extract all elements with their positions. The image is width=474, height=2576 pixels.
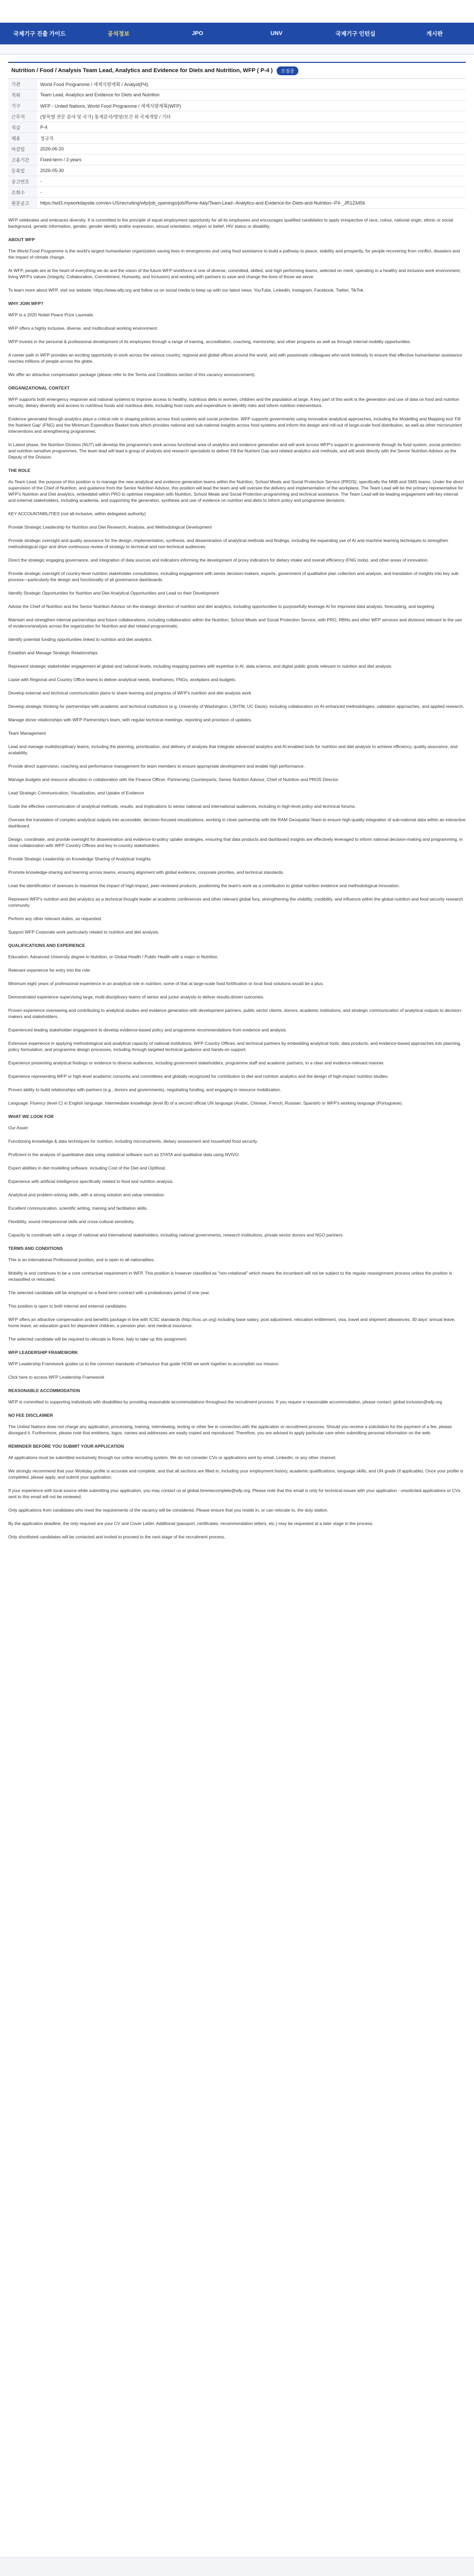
paragraph: Experience presenting analytical findings or evidence to diverse audiences, including government stakeholders, programme staff and academic partners, in a clear and evidence-relevant manner.: [8, 1060, 385, 1065]
paragraph: WFP is committed to supporting individuals with disabilities by providing reasonable accommodations throughout the recruitment process. If you require a reasonable accommodation, please contact: global.inclusion@wfp.org: [8, 1399, 442, 1404]
paragraph: Establish and Manage Strategic Relationships: [8, 650, 98, 655]
paragraph: Proficient in the analysis of quantitative data using statistical software such as STATA and qualitative data using NVIVO.: [8, 1152, 240, 1157]
paragraph: Provide Strategic Leadership on Knowledge Sharing of Analytical Insights: [8, 856, 151, 861]
paragraph: Maintain and strengthen internal partnerships and future collaborations, including collaboration within the Nutrition, School Meals and Social Protection Service, with PRO, RBNs and other WFP services and divisions relevant to the use of evidence/analysis across the organization for Nutrition and diet related programmatic.: [8, 617, 462, 629]
paragraph: Manage budgets and resource allocation in collaboration with the Finance Officer, Partnership Counterparts, Senior Nutrition Advisor, Chief of Nutrition and PROS Director.: [8, 777, 339, 782]
info-label: 공고번호: [8, 176, 37, 187]
paragraph: Provide direct supervision, coaching and performance management for team members to ensure appropriate development and enable high performance.: [8, 764, 305, 769]
paragraph: The selected candidate will be required to relocate to Rome, Italy to take up this assignment.: [8, 1336, 188, 1342]
info-label: 원문공고: [8, 198, 37, 209]
paragraph: A career path in WFP provides an exciting opportunity to work across the various country, regional and global offices around the world, and with passionate colleagues who work tirelessly to ensure that effective humanitarian assistance reaches millions of people across the globe.: [8, 352, 463, 364]
paragraph: Our Asset:: [8, 1125, 29, 1130]
paragraph: The World Food Programme is the world's largest humanitarian organization saving lives in emergencies and using food assistance to build a pathway to peace, stability and prosperity, for people recovering from conflict, disasters and the impact of climate change.: [8, 248, 460, 260]
paragraph: Liaise with Regional and Country Office teams to deliver analytical needs, timeframes, FNGs, workplans and budgets.: [8, 677, 236, 682]
section-heading: WFP LEADERSHIP FRAMEWORK: [8, 1350, 78, 1355]
paragraph: WFP supports both emergency response and national systems to improve access to healthy, nutritious diets in women, children and the population at large. A key part of this work is the generation and use of data on food and nutrition security, dietary diversity and access to nutritious foods and nutritious diets, including food costs and expenditure to identify risks and inform nutrition interventions.: [8, 397, 460, 408]
main-nav: [0, 23, 474, 44]
section-heading: THE ROLE: [8, 468, 30, 473]
info-value: 정규직: [37, 133, 466, 144]
info-row: [8, 100, 466, 111]
paragraph: Develop external and technical communication plans to share learning and progress of WFP's nutrition and diet analysis work.: [8, 690, 252, 696]
paragraph: Promote knowledge-sharing and learning across teams, ensuring alignment with global evidence, corporate priorities, and technical standards.: [8, 870, 284, 875]
paragraph: Only applications from candidates who meet the requirements of the vacancy will be considered. Please ensure that you reside in, or can relocate to, the duty station.: [8, 1507, 329, 1513]
info-label: 기관: [8, 79, 37, 90]
paragraph: KEY ACCOUNTABILITIES (not all-inclusive, within delegated authority): [8, 511, 146, 516]
section-heading: WHY JOIN WFP?: [8, 301, 44, 306]
info-label: 근무지: [8, 111, 37, 122]
paragraph: The selected candidate will be employed on a fixed-term contract with a probationary period of one year.: [8, 1290, 210, 1295]
paragraph: WFP invests in the personal & professional development of its employees through a range of training, accreditation, coaching, mentorship, and other programs as well as through internal mobility opportunities.: [8, 339, 411, 344]
nav-tab[interactable]: 게시판: [426, 31, 443, 37]
info-row: [8, 79, 466, 90]
info-row: [8, 155, 466, 165]
nav-tab[interactable]: UNV: [270, 30, 283, 37]
info-label: 직위: [8, 90, 37, 100]
paragraph: Capacity to coordinate with a range of national and international stakeholders, including national governments, research institutions, private sector donors and NGO partners.: [8, 1232, 344, 1238]
paragraph: Experienced leading stakeholder engagement to develop evidence-based policy and programme recommendations from evidence and analysis.: [8, 1027, 287, 1032]
paragraph: Direct the strategic engaging governance, and integration of data sources and indicators informing the development of proxy indicators for dietary intake and overall efficiency (FNG tools), and other areas of innovation.: [8, 557, 429, 563]
paragraph: Lead the identification of avenues to maximise the impact of high-impact, peer-reviewed products, positioning the team's work as a contribution to global nutrition evidence and methodological innovation.: [8, 883, 400, 888]
paragraph: Demonstrated experience supervising large, multi-disciplinary teams of senior and junior analysts to deliver results-driven outcomes.: [8, 994, 265, 999]
paragraph: Design, coordinate, and provide oversight for dissemination and evidence-to-policy uptake strategies, ensuring that data products and dashboard insights are effectively leveraged to inform national decision-making and programming, in close collaboration with WFP Country Offices and key in-country stakeholders.: [8, 837, 463, 848]
info-row: [8, 122, 466, 133]
job-info-table: [8, 79, 466, 209]
paragraph: WFP offers an attractive compensation and benefits package in line with ICSC standards (http://icsc.un.org) including base salary, post adjustment, relocation entitlement, visa, travel and shipment allowances, 30 days' annual leave, home leave, an education grant for dependent children, a pension plan, and medical insurance.: [8, 1317, 455, 1328]
paragraph: Identify Strategic Opportunities for Nutrition and Diet Analytical Opportunities and Lead on their Development: [8, 590, 219, 596]
paragraph: Identify potential funding opportunities linked to nutrition and diet analytics.: [8, 637, 153, 642]
info-value: (항목별 전문 분야 및 국가) 통계분석/영양/보건 외 국제개발 / 기타: [37, 111, 466, 122]
info-row: [8, 165, 466, 176]
section-heading: ORGANIZATIONAL CONTEXT: [8, 385, 70, 391]
paragraph: Analytical and problem-solving skills, with a strong solution and value orientation.: [8, 1192, 165, 1197]
paragraph: Experience with artificial intelligence specifically related to food and nutrition analysis.: [8, 1179, 174, 1184]
paragraph: This is an international Professional position, and is open to all nationalities.: [8, 1257, 155, 1262]
paragraph: The United Nations does not charge any application, processing, training, interviewing, testing or other fee in connection with the application or recruitment process. Should you receive a solicitation for the payment of a fee, please disregard it. Furthermore, please note that emblems, logos, names and addresses are easily copied and reproduced. Therefore, you are advised to apply particular care when submitting personal information on the web.: [8, 1424, 452, 1435]
paragraph: Expert abilities in diet modelling software, including Cost of the Diet and Optifood.: [8, 1165, 166, 1171]
paragraph: Only shortlisted candidates will be contacted and invited to proceed to the next stage of the recruitment process.: [8, 1534, 226, 1539]
job-title-bar: [8, 62, 466, 79]
paragraph: Perform any other relevant duties, as requested.: [8, 916, 102, 921]
paragraph: Click here to access WFP Leadership Framework: [8, 1375, 105, 1380]
nav-tab[interactable]: 국제기구 인턴십: [335, 31, 376, 37]
info-value: Team Lead, Analytics and Evidence for Diets and Nutrition: [37, 90, 466, 100]
paragraph: Experience representing WFP or high-level academic consortia and committees and globally recognized for contribution to diet and nutrition analytics and the design of high-impact nutrition studies.: [8, 1074, 389, 1079]
site-footer: [0, 2557, 474, 2576]
section-heading: NO FEE DISCLAIMER: [8, 1413, 53, 1418]
section-heading: WHAT WE LOOK FOR: [8, 1114, 54, 1119]
paragraph: Lead and manage multidisciplinary teams, including the planning, prioritization, and delivery of analysis that integrate advanced analytics and AI-enabled tools for nutrition and diet analysis to achieve efficiency, quality assurance, and scalability.: [8, 744, 458, 755]
info-label: 채용: [8, 133, 37, 144]
site-header: [0, 0, 474, 44]
paragraph: Extensive experience in applying methodological and analytical capacity of national institutions, WFP Country Offices, and technical partners by embedding analytical tools, data products, and evidence-based approaches into planning, policy formulation, and programme design processes, including through targeted technical guidance and hands-on support.: [8, 1041, 462, 1052]
info-row: [8, 198, 466, 209]
paragraph: Provide Strategic Leadership for Nutrition and Diet Research, Analysis, and Methodological Development: [8, 524, 212, 530]
info-value: World Food Programme / 세계식량계획 / Analyst(P4): [37, 79, 466, 90]
paragraph: Evidence generated through analytics plays a critical role in shaping policies across food systems and social protection. WFP supports governments using innovative analytical approaches, including the Modelling and Mapping tool 'Fill the Nutrient Gap' (FNG) and the Minimum Expenditure Basket tools which provides national and sub-national insights across food systems and inform the design and roll-out of large-scale food distribution, as well as other micronutrient interventions and strengthening programmes.: [8, 416, 462, 434]
info-value[interactable]: https://wd3.myworkdaysite.com/en-US/recruiting/wfp/job_openings/job/Rome-Italy/Team-Lead--Analytics-and-Evidence-for-Diets-and-Nutrition--P4-_JR123456: [37, 198, 466, 209]
info-row: [8, 90, 466, 100]
paragraph: Advise the Chief of Nutrition and the Senior Nutrition Advisor on the strategic direction of nutrition and diet analytics, including opportunities to purposefully leverage AI for improved data analysis, forecasting, and targeting.: [8, 604, 435, 609]
info-label: 마감일: [8, 144, 37, 155]
job-title: Nutrition / Food / Analysis Team Lead, Analytics and Evidence for Diets and Nutrition, WFP ( P-4 ): [11, 67, 273, 74]
paragraph: Proven ability to build relationships with partners (e.g., donors and governments), negotiating funding, and engaging in resource mobilization.: [8, 1087, 281, 1092]
paragraph: Oversee the translation of complex analytical outputs into accessible, decision-focused visualizations, working in close partnership with the RAM Geospatial Team to ensure high-quality integration of sub-national data within an interactive dashboard.: [8, 817, 466, 828]
paragraph: WFP offers a highly inclusive, diverse, and multicultural working environment.: [8, 326, 158, 331]
info-label: 기구: [8, 100, 37, 111]
nav-tab[interactable]: 공석정보: [107, 31, 130, 37]
info-label: 등록일: [8, 165, 37, 176]
section-heading: ABOUT WFP: [8, 237, 35, 242]
section-heading: REASONABLE ACCOMMODATION: [8, 1388, 80, 1393]
paragraph: Manage donor relationships with WFP Partnership's team, with regular technical meetings, reporting and provision of updates.: [8, 717, 252, 722]
paragraph: To learn more about WFP, visit our website: https://www.wfp.org and follow us on social media to keep up with our latest news: YouTube, LinkedIn, Instagram, Facebook, Twitter, TikTok.: [8, 287, 365, 293]
paragraph: Education: Advanced University degree in Nutrition, or Global Health / Public Health with a major in Nutrition.: [8, 954, 219, 959]
paragraph: We strongly recommend that your Workday profile is accurate and complete, and that all sections are filled in, including your employment history, academic qualifications, language skills, and UN grade (if applicable). Once your profile is completed, please apply, and submit your application.: [8, 1468, 464, 1480]
nav-tab[interactable]: JPO: [192, 30, 204, 37]
paragraph: Functioning knowledge & data techniques for nutrition, including micronutrients, dietary assessment and household food security.: [8, 1139, 258, 1144]
brand-strip: [0, 0, 474, 7]
info-value: Fixed-term / 3 years: [37, 155, 466, 165]
paragraph: Team Management: [8, 731, 46, 736]
info-value: P-4: [37, 122, 466, 133]
paragraph: WFP celebrates and embraces diversity. It is committed to the principle of equal employment opportunity for all its employees and encourages qualified candidates to apply irrespective of race, colour, national origin, ethnic or social background, genetic information, gender, gender identity and/or expression, sexual orientation, religion or belief, HIV status or disability.: [8, 217, 453, 229]
info-row: [8, 133, 466, 144]
job-description: [0, 209, 474, 1540]
info-value: 2026-06-20: [37, 144, 466, 155]
paragraph: Mobility is and continues to be a core contractual requirement in WFP. This position is however classified as "non-rotational" which means the incumbent will not be subject to the regular reassignment process unless the position is reclassified or relocated.: [8, 1270, 452, 1282]
paragraph: Provide strategic oversight of country-level nutrition stakeholder consultations, including engagement with senior decision-makers, experts, government of qualitative plan collection and analysis, and translation of insights into key sub-process—particularly the design and functionality of all governance dashboards.: [8, 571, 460, 582]
paragraph: As Team Lead, the purpose of this position is to manage the new analytical and evidence generation teams within the Nutrition, School Meals and Social Protection Service (PROS), specifically the NNB and SMS teams. Under the direct supervision of the Chief of Nutrition, and guidance from the Senior Nutrition Advisor, this position will lead the team and will oversee the delivery and implementation of the workplans. The Team Lead will be the primary representative for WFP's Nutrition and Diet analytics, embedded within PRO to optimise integration with Nutrition, School Meals and Social Protection programming and technical assistance. The Team Lead will be leading engagement with key internal and external stakeholders, including academia, and supporting the generation, synthesis and use of evidence on nutrition and diets to inform policy and programme decisions.: [8, 479, 464, 503]
paragraph: WFP is a 2020 Nobel Peace Prize Laureate.: [8, 312, 94, 317]
section-heading: REMINDER BEFORE YOU SUBMIT YOUR APPLICATION: [8, 1444, 124, 1449]
paragraph: If your experience with local source while submitting your application, you may contact us at global.hiremecomplete@wfp.org. Please note that this email is only for technical issues with your application - unsolicited applications or CVs sent to this email will not be reviewed.: [8, 1488, 461, 1499]
paragraph: This position is open to both internal and external candidates.: [8, 1303, 128, 1309]
section-heading: QUALIFICATIONS AND EXPERIENCE: [8, 943, 86, 948]
info-row: [8, 187, 466, 198]
paragraph: WFP Leadership Framework guides us to the common standards of behaviour that guide HOW we work together to accomplish our mission.: [8, 1361, 280, 1366]
paragraph: Lead Strategic Communication, Visualization, and Uptake of Evidence: [8, 790, 144, 795]
paragraph: All applications must be submitted exclusively through our online recruiting system. We do not consider CVs or applications sent by email, LinkedIn, or any other channel.: [8, 1455, 336, 1460]
paragraph: Provide strategic oversight and quality assurance for the design, implementation, synthesis, and dissemination of analytical methods and findings, including the expanding use of AI and machine learning techniques to strengthen methodological rigor and drive continuous review of strategy to technical and non-technical audiences.: [8, 538, 448, 549]
info-value: -: [37, 187, 466, 198]
section-heading: TERMS AND CONDITIONS: [8, 1246, 63, 1251]
paragraph: Excellent communication, scientific writing, training and facilitation skills.: [8, 1206, 148, 1211]
paragraph: Relevant experience for entry into the role:: [8, 968, 91, 973]
info-label: 조회수: [8, 187, 37, 198]
status-badge: 모집중: [277, 66, 298, 75]
paragraph: We offer an attractive compensation package (please refer to the Terms and Conditions section of this vacancy announcement).: [8, 372, 256, 377]
paragraph: Flexibility, sound interpersonal skills and cross-cultural sensitivity.: [8, 1219, 134, 1224]
paragraph: Represent WFP's nutrition and diet analytics as a technical thought leader at academic conferences and other relevant global fora, strengthening the visibility, credibility, and influence within the global nutrition and food security research community.: [8, 896, 463, 908]
info-row: [8, 111, 466, 122]
paragraph: At WFP, people are at the heart of everything we do and the vision of the future WFP workforce is one of diverse, committed, skilled, and high performing teams, selected on merit, operating in a healthy and inclusive work environment, living WFP's values (Integrity, Collaboration, Commitment, Humanity, and Inclusion) and working with partners to save and change the lives of those we serve.: [8, 268, 461, 279]
paragraph: By the application deadline, the only required are your CV and Cover Letter. Additional (passport, certificates, recommendation letters, etc.) may be requested at a later stage in the process.: [8, 1521, 374, 1526]
paragraph: Represent strategic stakeholder engagement at global and national levels, including mapping partners with expertise in AI, data science, and digital public goods relevant to nutrition and diet analysis.: [8, 664, 393, 669]
info-label: 직급: [8, 122, 37, 133]
paragraph: Support WFP Corporate work particularly related to nutrition and diet analysis.: [8, 929, 160, 935]
paragraph: Language: Fluency (level C) in English language. Intermediate knowledge (level B) of a second official UN language (Arabic, Chinese, French, Russian, Spanish) or WFP's working language (Portuguese).: [8, 1100, 403, 1106]
paragraph: Guide the effective communication of analytical methods, results, and implications to senior national and international audiences, including in high-level policy and technical forums.: [8, 804, 356, 809]
info-label: 고용기간: [8, 155, 37, 165]
info-row: [8, 144, 466, 155]
info-value: -: [37, 176, 466, 187]
info-value: 2026-05-30: [37, 165, 466, 176]
paragraph: Minimum eight years of professional experience in an analytical role in nutrition; some of that at large-scale food fortification or local food solutions would be a plus.: [8, 981, 324, 986]
sub-bar: [0, 44, 474, 55]
paragraph: In Latest phase, the Nutrition Division (NUT) will develop the programme's work across functional area of analytics and evidence generation and will work across WFP's support to governments through its food system, social protection and nutrition-sensitive programmes. The team lead will lead a group of analysts and research specialists to deliver Fill the Nutrient Gap and related analytics and methods, and will work directly with the Senior Nutrition Advisor as the Deputy of the Division.: [8, 442, 461, 460]
info-value: WFP - United Nations, World Food Programme / 세계식량계획(WFP): [37, 100, 466, 111]
paragraph: Proven experience overseeing and contributing to analytical studies and evidence generation with development partners, public sector clients, donors, academic institutions, and strategic communication of analytical outputs to decision-makers and stakeholders.: [8, 1008, 463, 1019]
nav-tab[interactable]: 국제기구 진출 가이드: [13, 31, 66, 37]
paragraph: Develop strategic thinking for partnerships with academic and technical institutions (e.g. University of Washington, LSHTM, UC Davis), including collaboration on AI-enhanced methodologies, validation approaches, and applied research.: [8, 704, 464, 709]
info-row: [8, 176, 466, 187]
